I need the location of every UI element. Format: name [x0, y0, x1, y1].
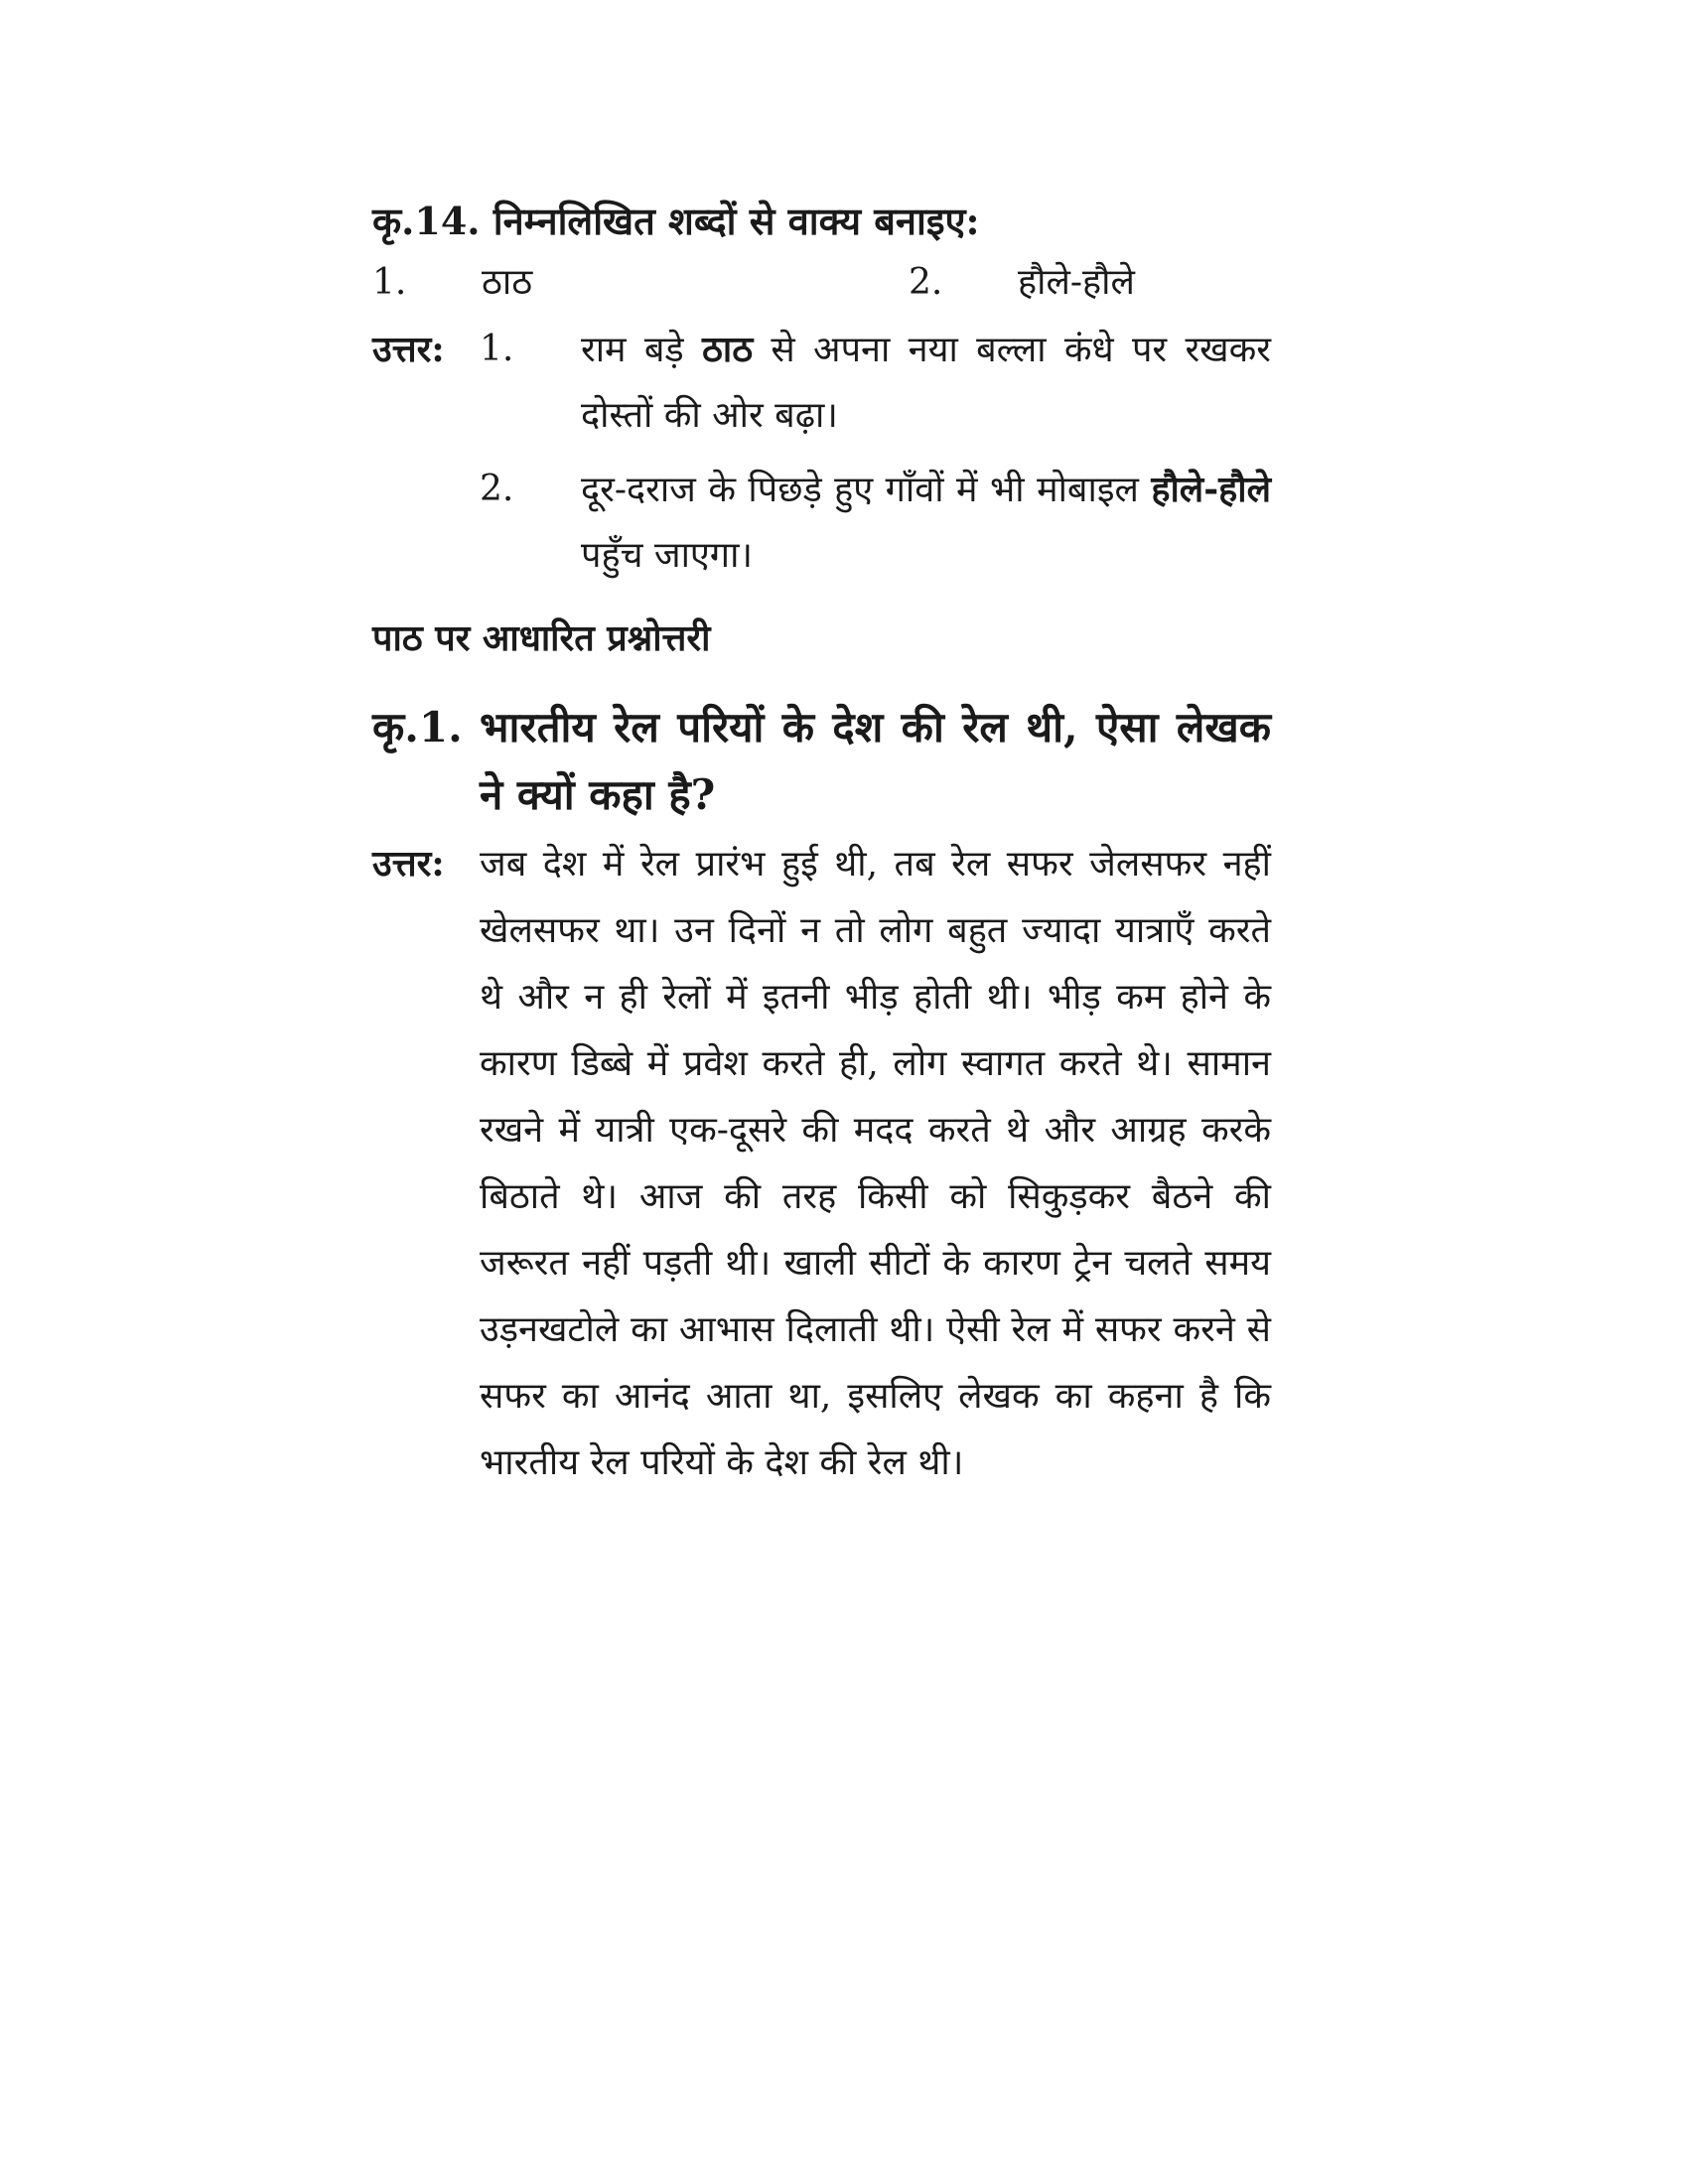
- section-heading: पाठ पर आधारित प्रश्नोत्तरी: [372, 617, 711, 659]
- answer-item-text: [581, 317, 1271, 449]
- answer-label: उत्तर:: [372, 329, 445, 370]
- question-1-text: भारतीय रेल परियों के देश की रेल थी, ऐसा लेखक ने क्यों कहा है?: [480, 703, 1271, 819]
- document-page: [372, 194, 1271, 1496]
- answer-item-1: [480, 317, 1271, 449]
- answer-item-2: [480, 457, 1271, 589]
- answer-text-part: से अपना नया बल्ला कंधे पर रखकर दोस्तों की ओर बढ़ा।: [581, 330, 1271, 436]
- answer-text-part: राम बड़े: [581, 330, 702, 370]
- question-14-answer: [372, 317, 1271, 597]
- word-list: [372, 249, 1271, 317]
- word-1-number: 1.: [372, 262, 407, 303]
- answer-item-number: 2.: [480, 469, 514, 509]
- answer-keyword: ठाठ: [701, 329, 754, 370]
- answer-items: [480, 317, 1271, 597]
- answer-text-part: दूर-दराज के पिछड़े हुए गाँवों में भी मोबाइल: [581, 470, 1152, 510]
- question-1-label: कृ.1.: [372, 703, 463, 751]
- question-1-answer-text: जब देश में रेल प्रारंभ हुई थी, तब रेल सफर जेलसफर नहीं खेलसफर था। उन दिनों न तो लोग बहुत ज्यादा यात्राएँ करते थे और न ही रेलों में इतनी भीड़ होती थी। भीड़ कम होने के कारण डिब्बे में प्रवेश करते ही, लोग स्वागत करते थे। सामान रखने में यात्री एक-दूसरे की मदद करते थे और आग्रह करके बिठाते थे। आज की तरह किसी को सिकुड़कर बैठने की जरूरत नहीं पड़ती थी। खाली सीटों के कारण ट्रेन चलते समय उड़नखटोले का आभास दिलाती थी। ऐसी रेल में सफर करने से सफर का आनंद आता था, इसलिए लेखक का कहना है कि भारतीय रेल परियों के देश की रेल थी।: [480, 844, 1271, 1483]
- answer-label: उत्तर:: [372, 843, 445, 885]
- answer-text-part: पहुँच जाएगा।: [581, 535, 754, 576]
- question-14-title: कृ.14. निम्नलिखित शब्दों से वाक्य बनाइए:: [372, 199, 980, 243]
- answer-item-text: [581, 457, 1271, 589]
- question-1: [372, 694, 1271, 829]
- word-2: हौले-हौले: [1018, 262, 1135, 303]
- word-1: ठाठ: [482, 262, 533, 303]
- word-2-number: 2.: [909, 262, 943, 303]
- answer-item-number: 1.: [480, 329, 514, 369]
- answer-keyword: हौले-हौले: [1151, 469, 1271, 510]
- question-1-answer: [372, 831, 1271, 1496]
